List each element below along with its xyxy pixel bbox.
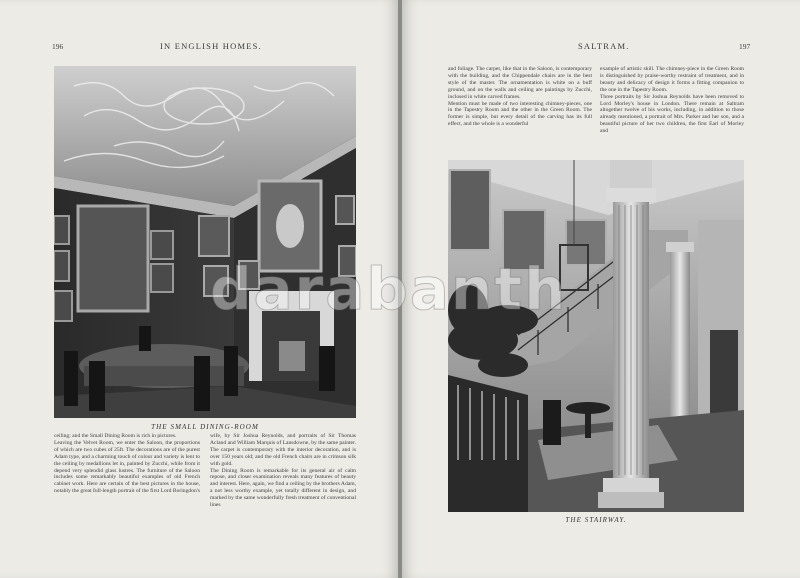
running-head: IN ENGLISH HOMES.: [160, 41, 262, 51]
text-column-1: ceiling; and the Small Dining Room is rich in pictures. Leaving the Velvet Room, we enter the Saloon, the proportions of which are two cubes of 25ft. The decorations are of the purest Adam type, and a charming touch of colour and variety is lent to the ceiling by medallions let in, painted by Zucchi, while from it depend very splendid glass lustres. The furniture of the Saloon includes some remarkably beautiful examples of old French cabinet work. Here are certain of the best pictures in the house, notably the great full-length portrait of the first Lord Boringdon's: [54, 433, 200, 495]
plate-caption: THE SMALL DINING-ROOM: [151, 423, 259, 431]
stairway-illustration: [448, 160, 744, 512]
watermark: darabanth: [210, 255, 568, 323]
right-page: [402, 0, 800, 578]
page-number: 196: [52, 42, 64, 51]
dining-room-photograph: [54, 66, 356, 418]
plate-caption: THE STAIRWAY.: [565, 516, 627, 524]
text-column-2: example of artistic skill. The chimney-piece in the Green Room is distinguished by praise-worthy restraint of treatment, and in beauty and delicacy of design it forms a fitting companion to the one in the Tapestry Room. Three portraits by Sir Joshua Reynolds have been removed to Lord Morley's house in London. There remain at Saltram altogether twelve of his works, including, in addition to those already mentioned, a portrait of Mrs. Parker and her son, and a beautiful picture of her two children, the first Earl of Morley and: [600, 66, 744, 135]
page-number: 197: [739, 42, 751, 51]
left-page: [0, 0, 398, 578]
running-head: SALTRAM.: [578, 41, 630, 51]
dining-room-illustration: [54, 66, 356, 418]
stairway-photograph: [448, 160, 744, 512]
text-column-2: wife, by Sir Joshua Reynolds, and portraits of Sir Thomas Acland and William Marquis of Lansdowne, by the same painter. The carpet is contemporary with the interior decoration, and is over 150 years old; and the old French chairs are in crimson silk with gold. The Dining Room is remarkable for its general air of calm repose, and closer examination reveals many features of beauty and interest. Here, again, we find a ceiling by the brothers Adam, a not less worthy example, yet totally different in design, and marked by the same wonderfully fresh treatment of conventional lines: [210, 433, 356, 509]
text-column-1: and foliage. The carpet, like that in the Saloon, is contemporary with the building, and the Chippendale chairs are in the best style of the master. The ornamentation is white on a buff ground, and on the walls and ceiling are paintings by Zucchi, inclosed in white carved frames. Mention must be made of two interesting chimney-pieces, one in the Tapestry Room and the other in the Green Room. The former is simple, but every detail of the carving has its full effect, and the whole is a wonderful: [448, 66, 592, 128]
